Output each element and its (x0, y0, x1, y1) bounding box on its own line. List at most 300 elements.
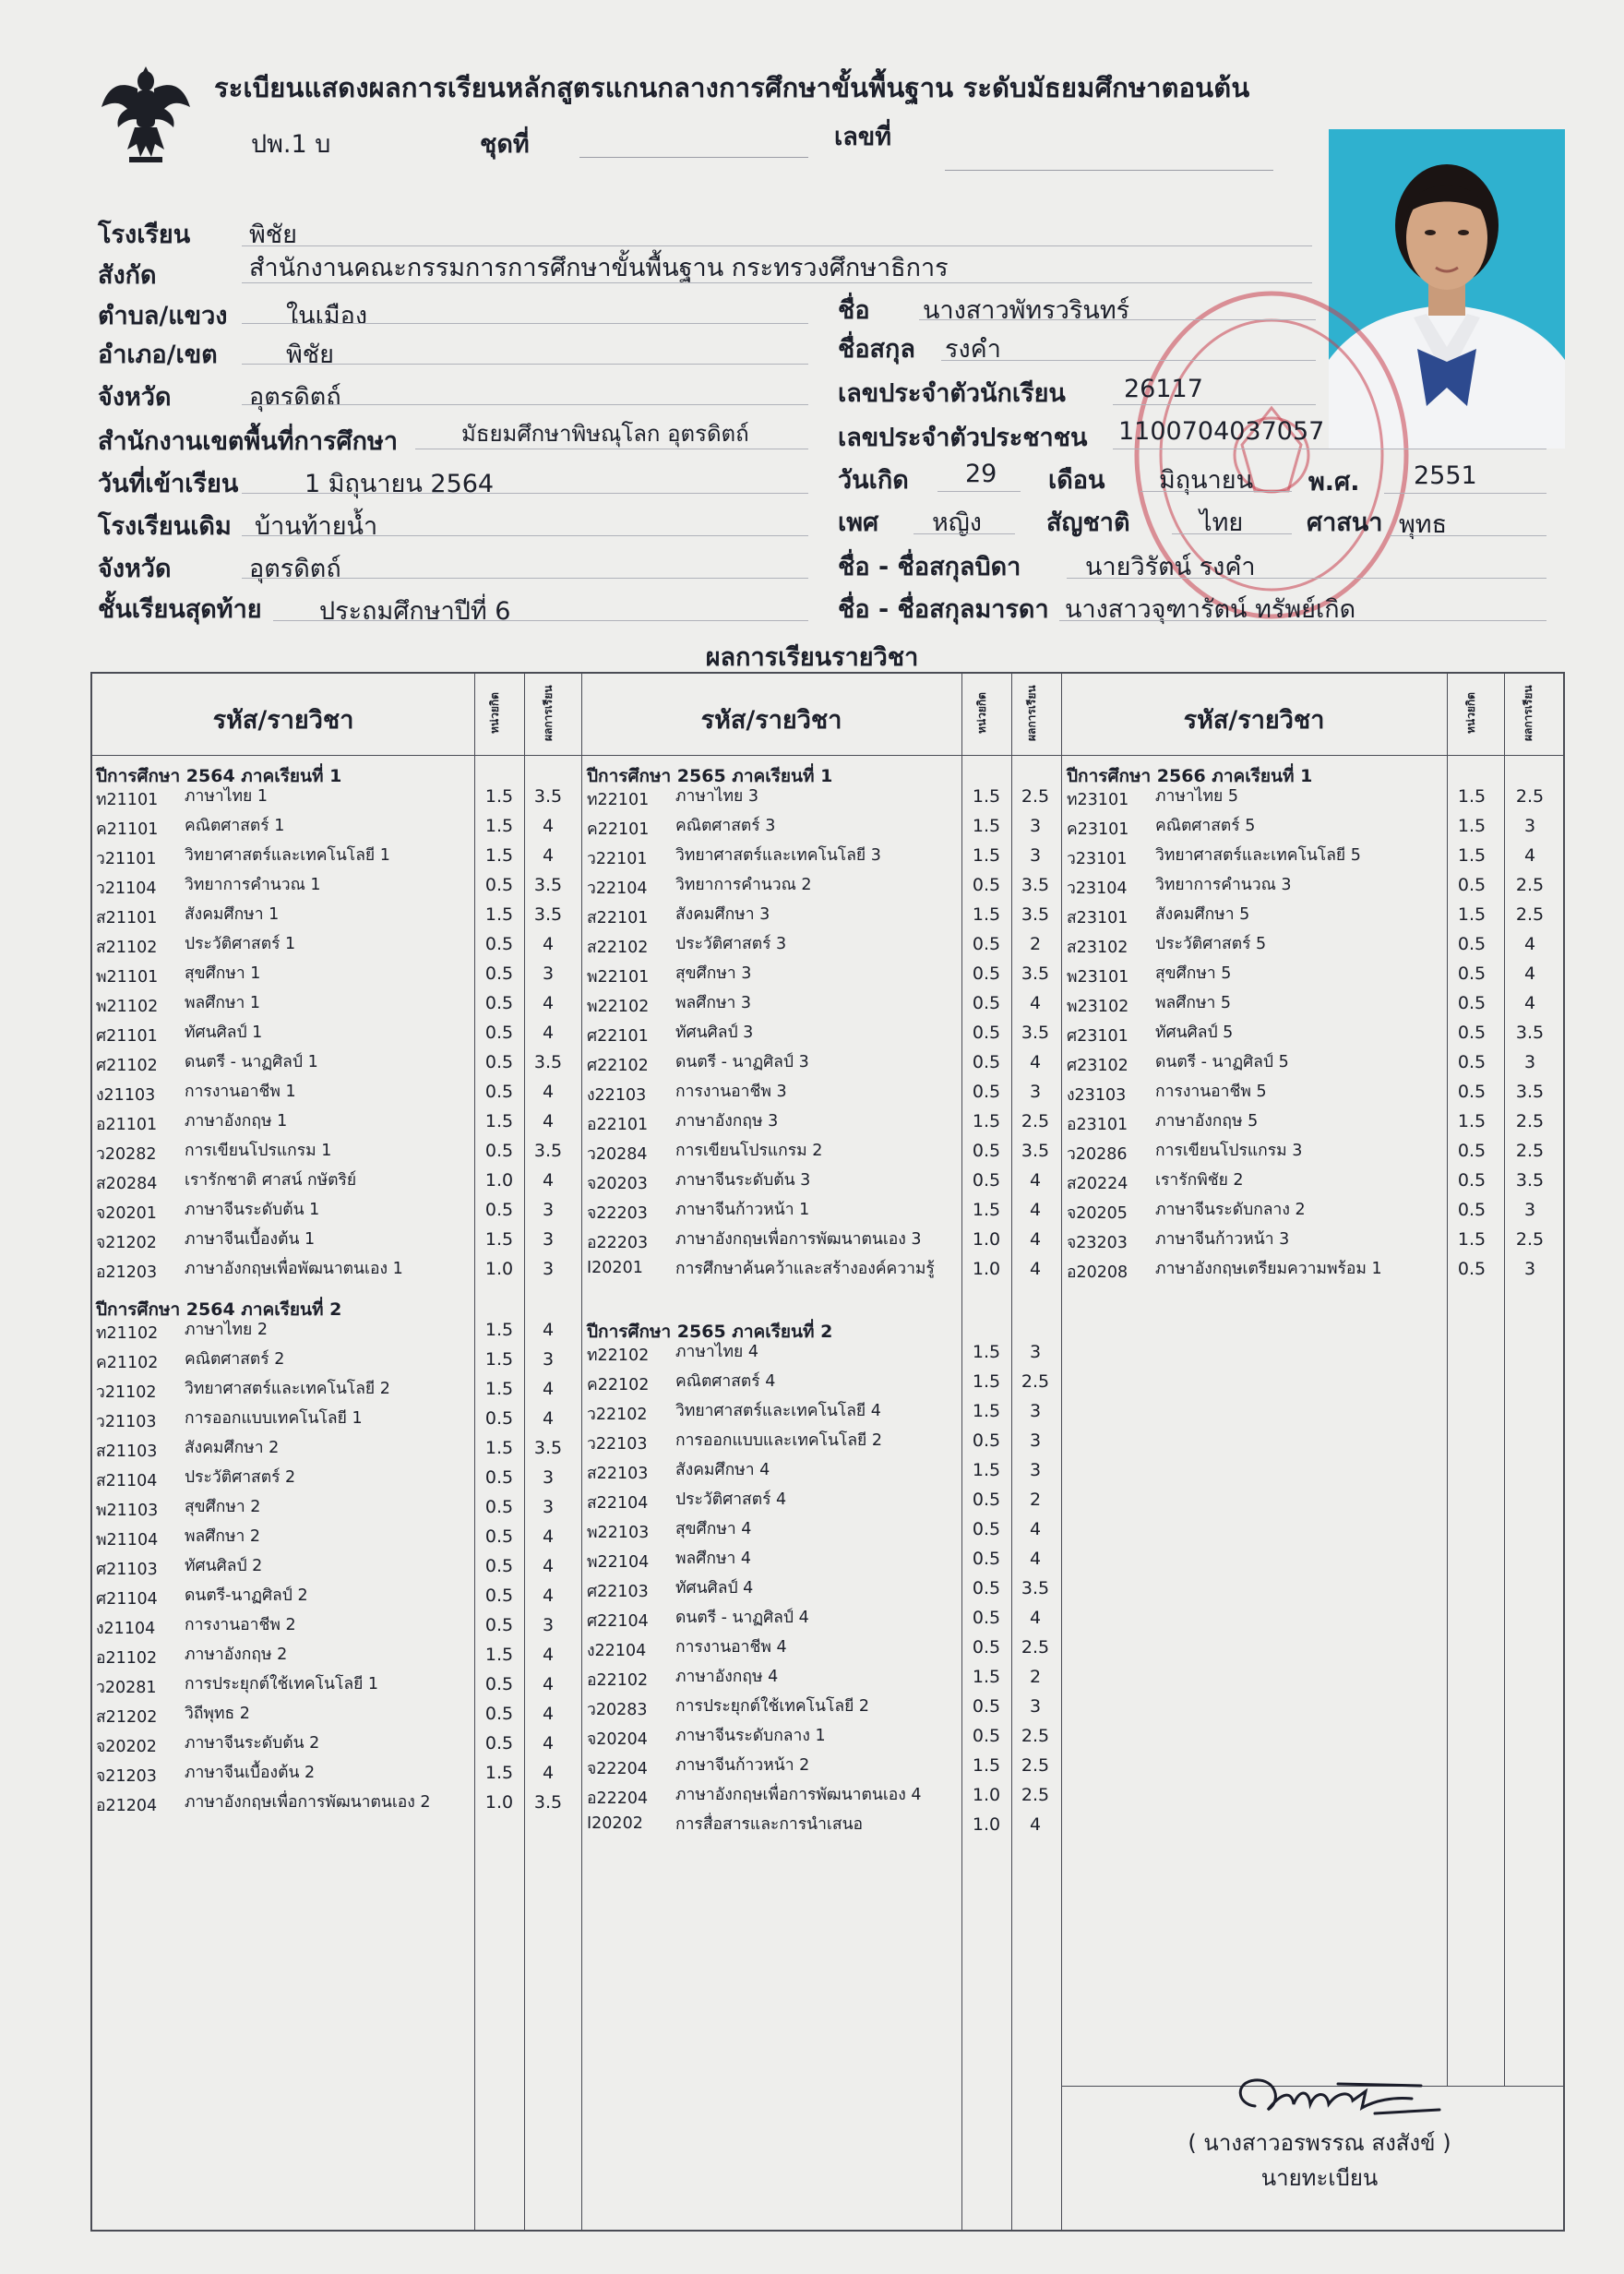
birth-day-value: 29 (965, 460, 997, 488)
course-code: I20202 (587, 1814, 643, 1833)
course-grade: 4 (542, 934, 555, 954)
course-code: ศ22102 (587, 1057, 649, 1075)
course-code: ค21101 (96, 820, 159, 839)
course-row (96, 1200, 572, 1229)
course-row (587, 1401, 1059, 1430)
course-name: ดนตรี-นาฏศิลป์ 2 (185, 1586, 308, 1605)
course-grade: 2 (1029, 1667, 1042, 1687)
course-grade: 3 (542, 1229, 555, 1250)
course-row (587, 1490, 1059, 1519)
course-name: สุขศึกษา 1 (185, 964, 261, 983)
course-code: ศ21103 (96, 1561, 158, 1579)
course-row (96, 1111, 572, 1141)
col2-credit-header: หน่วยกิต (975, 692, 988, 735)
course-code: ง21104 (96, 1620, 156, 1638)
course-code: จ21203 (96, 1767, 157, 1786)
course-name: สังคมศึกษา 2 (185, 1439, 280, 1457)
course-row (587, 1549, 1059, 1578)
course-grade: 3 (1029, 1401, 1042, 1421)
student-id-value: 26117 (1124, 375, 1203, 403)
term-heading: ปีการศึกษา 2565 ภาคเรียนที่ 2 (587, 1322, 833, 1342)
course-name: เรารักชาติ ศาสน์ กษัตริย์ (185, 1171, 357, 1190)
course-row (96, 1526, 572, 1556)
course-code: ค23101 (1067, 820, 1129, 839)
col2-subject-header: รหัส/รายวิชา (700, 706, 842, 735)
course-row (96, 1141, 572, 1170)
results-table (90, 672, 1565, 2232)
course-name: คณิตศาสตร์ 1 (185, 817, 285, 835)
course-row (96, 1320, 572, 1349)
course-grade: 3.5 (1021, 963, 1050, 984)
registrar-signature (1227, 2064, 1449, 2128)
course-code: พ22103 (587, 1524, 650, 1542)
course-row (587, 1141, 1059, 1170)
course-name: ทัศนศิลป์ 4 (675, 1579, 754, 1598)
course-code: พ21103 (96, 1502, 159, 1520)
course-credit: 1.5 (1457, 845, 1487, 866)
course-name: การศึกษาค้นคว้าและสร้างองค์ความรู้ (675, 1260, 935, 1278)
course-code: ศ22104 (587, 1612, 649, 1631)
course-code: ง22104 (587, 1642, 647, 1660)
course-row (587, 1052, 1059, 1082)
course-name: วิทยาศาสตร์และเทคโนโลยี 4 (675, 1402, 881, 1420)
course-grade: 4 (542, 1170, 555, 1191)
course-row (1067, 875, 1554, 904)
course-grade: 3 (1523, 1200, 1536, 1220)
garuda-emblem-icon (100, 61, 192, 164)
course-row (96, 1229, 572, 1259)
course-name: สังคมศึกษา 5 (1155, 905, 1250, 924)
course-row (1067, 1170, 1554, 1200)
course-grade: 3 (542, 1259, 555, 1279)
course-row (587, 786, 1059, 816)
birth-year-underline (1384, 493, 1546, 494)
course-name: การงานอาชีพ 5 (1155, 1083, 1267, 1101)
course-code: จ20202 (96, 1738, 157, 1756)
course-code: ศ21101 (96, 1027, 158, 1046)
course-row (1067, 1229, 1554, 1259)
course-row (1067, 993, 1554, 1023)
course-code: อ21203 (96, 1263, 158, 1282)
course-code: ว23101 (1067, 850, 1128, 868)
course-code: อ22204 (587, 1789, 649, 1808)
course-credit: 0.5 (484, 1023, 514, 1043)
course-name: การงานอาชีพ 3 (675, 1083, 787, 1101)
course-row (587, 1371, 1059, 1401)
course-credit: 1.5 (484, 1111, 514, 1131)
course-code: อ22101 (587, 1116, 649, 1134)
course-credit: 0.5 (1457, 934, 1487, 954)
course-credit: 1.5 (972, 786, 1001, 807)
course-name: ภาษาจีนระดับกลาง 1 (675, 1727, 826, 1745)
course-row (587, 993, 1059, 1023)
course-credit: 0.5 (972, 1637, 1001, 1658)
course-credit: 0.5 (484, 1556, 514, 1576)
course-name: ภาษาไทย 5 (1155, 787, 1239, 806)
course-name: ทัศนศิลป์ 5 (1155, 1023, 1234, 1042)
col3-subject-header: รหัส/รายวิชา (1183, 706, 1325, 735)
col3-divider (1061, 674, 1062, 2230)
province-label: จังหวัด (98, 383, 172, 412)
course-row (587, 1229, 1059, 1259)
course-row (96, 1259, 572, 1288)
course-name: สุขศึกษา 4 (675, 1520, 752, 1538)
col3-grade-header: ผลการเรียน (1522, 685, 1534, 742)
course-grade: 4 (1029, 1170, 1042, 1191)
course-credit: 0.5 (972, 1519, 1001, 1539)
registrar-name: ( นางสาวอรพรรณ สงสังข์ ) (1188, 2130, 1451, 2156)
course-code: ส21104 (96, 1472, 158, 1490)
course-code: พ23101 (1067, 968, 1129, 987)
course-row (587, 1726, 1059, 1755)
mother-underline (1059, 620, 1546, 621)
course-code: อ21101 (96, 1116, 158, 1134)
course-name: พลศึกษา 1 (185, 994, 261, 1012)
course-credit: 1.5 (972, 1460, 1001, 1480)
course-grade: 2.5 (1021, 1371, 1050, 1392)
birth-month-underline (1140, 491, 1292, 492)
course-credit: 0.5 (972, 1141, 1001, 1161)
course-code: ส20284 (96, 1175, 158, 1193)
enroll-date-value: 1 มิถุนายน 2564 (304, 470, 495, 498)
course-credit: 1.5 (484, 816, 514, 836)
course-code: ส21202 (96, 1708, 158, 1727)
course-name: ประวัติศาสตร์ 2 (185, 1468, 296, 1487)
term-heading: ปีการศึกษา 2565 ภาคเรียนที่ 1 (587, 766, 833, 786)
course-credit: 1.5 (1457, 904, 1487, 925)
course-row (1067, 1141, 1554, 1170)
course-row (96, 1052, 572, 1082)
course-code: จ20205 (1067, 1204, 1128, 1223)
course-row (587, 1696, 1059, 1726)
course-row (587, 1082, 1059, 1111)
course-code: ศ21102 (96, 1057, 158, 1075)
course-row (587, 1023, 1059, 1052)
course-row (96, 963, 572, 993)
course-name: ภาษาจีนก้าวหน้า 2 (675, 1756, 810, 1775)
course-grade: 2.5 (1021, 786, 1050, 807)
course-name: การงานอาชีพ 2 (185, 1616, 296, 1634)
course-code: ท21102 (96, 1324, 159, 1343)
course-name: ภาษาอังกฤษเพื่อการพัฒนาตนเอง 2 (185, 1793, 431, 1812)
course-row (96, 816, 572, 845)
course-grade: 4 (542, 1586, 555, 1606)
course-grade: 4 (1029, 1814, 1042, 1835)
col2-divider (581, 674, 582, 2230)
course-code: I20201 (587, 1259, 643, 1277)
course-credit: 0.5 (484, 1674, 514, 1694)
course-grade: 3.5 (1021, 1578, 1050, 1598)
sex-value: หญิง (932, 509, 982, 537)
course-credit: 1.5 (484, 1438, 514, 1458)
surname-underline (941, 360, 1316, 361)
course-grade: 4 (542, 1408, 555, 1429)
course-credit: 0.5 (972, 1023, 1001, 1043)
father-value: นายวิรัตน์ รงคำ (1085, 553, 1256, 581)
birth-month-label: เดือน (1048, 466, 1105, 495)
course-grade: 3.5 (1515, 1170, 1545, 1191)
course-grade: 3 (542, 1349, 555, 1370)
course-credit: 0.5 (1457, 963, 1487, 984)
course-credit: 1.0 (484, 1792, 514, 1813)
nationality-underline (1172, 533, 1292, 534)
course-grade: 4 (1029, 1052, 1042, 1072)
course-name: การออกแบบเทคโนโลยี 1 (185, 1409, 363, 1428)
course-name: ภาษาไทย 3 (675, 787, 759, 806)
course-code: ส21103 (96, 1442, 158, 1461)
course-row (587, 1259, 1059, 1288)
course-name: ภาษาจีนเบื้องต้น 1 (185, 1230, 316, 1249)
course-code: ศ23101 (1067, 1027, 1128, 1046)
course-grade: 4 (542, 1704, 555, 1724)
course-row (587, 875, 1059, 904)
mother-label: ชื่อ - ชื่อสกุลมารดา (838, 595, 1049, 624)
course-row (96, 1082, 572, 1111)
course-grade: 4 (1523, 963, 1536, 984)
course-credit: 0.5 (972, 1430, 1001, 1451)
course-credit: 1.5 (972, 1401, 1001, 1421)
course-credit: 1.5 (972, 1342, 1001, 1362)
course-credit: 0.5 (484, 1082, 514, 1102)
course-credit: 0.5 (972, 875, 1001, 895)
name-value: นางสาวพัทรวรินทร์ (923, 296, 1130, 325)
course-row (587, 1578, 1059, 1608)
course-credit: 1.5 (972, 1111, 1001, 1131)
course-name: ภาษาอังกฤษเพื่อการพัฒนาตนเอง 4 (675, 1786, 922, 1804)
course-grade: 3.5 (533, 786, 563, 807)
course-grade: 3.5 (1021, 1141, 1050, 1161)
course-grade: 3 (1029, 1460, 1042, 1480)
course-grade: 3.5 (533, 875, 563, 895)
course-credit: 1.0 (972, 1814, 1001, 1835)
course-credit: 0.5 (972, 1549, 1001, 1569)
course-grade: 2.5 (1021, 1637, 1050, 1658)
course-grade: 3.5 (533, 1052, 563, 1072)
course-name: เรารักพิชัย 2 (1155, 1171, 1244, 1190)
col2-grade-header: ผลการเรียน (1025, 685, 1038, 742)
course-code: ว21104 (96, 880, 157, 898)
course-code: ง23103 (1067, 1086, 1127, 1105)
course-grade: 4 (1029, 1519, 1042, 1539)
course-row (1067, 816, 1554, 845)
form-code: ปพ.1 บ (251, 130, 331, 159)
surname-value: รงคำ (945, 335, 1001, 364)
school-label: โรงเรียน (98, 221, 191, 249)
course-code: ว20281 (96, 1679, 157, 1697)
course-name: ภาษาอังกฤษ 5 (1155, 1112, 1259, 1131)
course-credit: 1.5 (484, 904, 514, 925)
course-name: ภาษาอังกฤษ 2 (185, 1646, 288, 1664)
course-name: ภาษาจีนระดับต้น 2 (185, 1734, 320, 1753)
course-row (587, 934, 1059, 963)
document-number-field (945, 170, 1273, 171)
nationality-label: สัญชาติ (1046, 509, 1130, 537)
course-name: การงานอาชีพ 1 (185, 1083, 296, 1101)
sex-underline (914, 533, 1015, 534)
col1-subject-header: รหัส/รายวิชา (212, 706, 354, 735)
course-name: การเขียนโปรแกรม 3 (1155, 1142, 1303, 1160)
course-credit: 0.5 (484, 934, 514, 954)
course-credit: 1.5 (972, 1371, 1001, 1392)
course-name: คณิตศาสตร์ 5 (1155, 817, 1256, 835)
course-code: พ22101 (587, 968, 650, 987)
course-row (96, 1763, 572, 1792)
prev-province-label: จังหวัด (98, 555, 172, 583)
course-credit: 0.5 (484, 1733, 514, 1753)
course-code: ส20224 (1067, 1175, 1128, 1193)
district-underline (242, 364, 808, 365)
course-grade: 3 (1523, 816, 1536, 836)
course-credit: 1.5 (484, 1763, 514, 1783)
last-grade-underline (273, 620, 808, 621)
course-name: ภาษาอังกฤษ 3 (675, 1112, 779, 1131)
course-row (96, 993, 572, 1023)
sex-label: เพศ (838, 509, 879, 537)
course-grade: 3.5 (1515, 1023, 1545, 1043)
course-grade: 4 (1523, 934, 1536, 954)
course-grade: 4 (542, 1526, 555, 1547)
course-name: พลศึกษา 5 (1155, 994, 1232, 1012)
course-name: ดนตรี - นาฏศิลป์ 4 (675, 1609, 809, 1627)
course-row (587, 816, 1059, 845)
birth-month-value: มิถุนายน (1159, 466, 1254, 495)
course-credit: 0.5 (484, 1497, 514, 1517)
course-credit: 0.5 (1457, 1023, 1487, 1043)
course-credit: 0.5 (1457, 1082, 1487, 1102)
course-name: ภาษาจีนระดับต้น 1 (185, 1201, 320, 1219)
student-id-label: เลขประจำตัวนักเรียน (838, 379, 1066, 408)
course-code: ท22102 (587, 1346, 650, 1365)
course-row (587, 1519, 1059, 1549)
course-name: คณิตศาสตร์ 3 (675, 817, 776, 835)
course-row (96, 1408, 572, 1438)
course-grade: 4 (1029, 1229, 1042, 1250)
course-name: ภาษาจีนเบื้องต้น 2 (185, 1764, 316, 1782)
course-grade: 3.5 (533, 1438, 563, 1458)
course-grade: 4 (1029, 1259, 1042, 1279)
course-row (587, 1170, 1059, 1200)
course-grade: 2.5 (1515, 1141, 1545, 1161)
course-row (1067, 904, 1554, 934)
subdistrict-value: ในเมือง (286, 302, 368, 330)
subdistrict-label: ตำบล/แขวง (98, 302, 228, 330)
course-code: ส22102 (587, 939, 649, 957)
course-name: คณิตศาสตร์ 4 (675, 1372, 776, 1391)
course-name: สังคมศึกษา 3 (675, 905, 770, 924)
course-grade: 3 (1523, 1259, 1536, 1279)
course-credit: 0.5 (972, 934, 1001, 954)
col3-credit-header: หน่วยกิต (1464, 692, 1477, 735)
course-grade: 4 (542, 1023, 555, 1043)
course-name: ประวัติศาสตร์ 3 (675, 935, 787, 953)
prev-school-value: บ้านท้ายน้ำ (255, 512, 378, 541)
course-code: จ22203 (587, 1204, 648, 1223)
name-label: ชื่อ (838, 296, 870, 325)
course-grade: 3 (542, 1200, 555, 1220)
course-name: ดนตรี - นาฏศิลป์ 5 (1155, 1053, 1289, 1071)
course-code: ส23102 (1067, 939, 1128, 957)
course-code: ส22103 (587, 1465, 649, 1483)
course-grade: 4 (1029, 1549, 1042, 1569)
course-credit: 0.5 (1457, 875, 1487, 895)
course-grade: 3 (542, 963, 555, 984)
course-code: ค22101 (587, 820, 650, 839)
course-grade: 2 (1029, 1490, 1042, 1510)
course-credit: 1.0 (972, 1785, 1001, 1805)
course-code: ว21101 (96, 850, 157, 868)
course-grade: 3.5 (533, 1792, 563, 1813)
course-code: จ21202 (96, 1234, 157, 1252)
course-grade: 3.5 (1515, 1082, 1545, 1102)
course-code: ค22102 (587, 1376, 650, 1394)
course-credit: 0.5 (484, 1526, 514, 1547)
subdistrict-underline (242, 323, 808, 324)
course-code: ว22101 (587, 850, 648, 868)
course-code: ง22103 (587, 1086, 647, 1105)
course-grade: 2.5 (1515, 1111, 1545, 1131)
course-row (1067, 786, 1554, 816)
course-credit: 0.5 (972, 1170, 1001, 1191)
course-name: ภาษาจีนก้าวหน้า 3 (1155, 1230, 1290, 1249)
area-office-label: สำนักงานเขตพื้นที่การศึกษา (98, 427, 398, 456)
course-credit: 1.5 (484, 1349, 514, 1370)
course-name: ภาษาจีนก้าวหน้า 1 (675, 1201, 810, 1219)
course-row (96, 845, 572, 875)
course-credit: 0.5 (1457, 1200, 1487, 1220)
col1-credit-header: หน่วยกิต (488, 692, 501, 735)
set-label: ชุดที่ (480, 130, 530, 159)
course-credit: 1.0 (972, 1259, 1001, 1279)
course-grade: 4 (1029, 993, 1042, 1013)
course-name: สังคมศึกษา 4 (675, 1461, 770, 1479)
surname-label: ชื่อสกุล (838, 335, 915, 364)
course-row (587, 1608, 1059, 1637)
course-code: ท23101 (1067, 791, 1129, 809)
course-name: ประวัติศาสตร์ 4 (675, 1490, 787, 1509)
course-code: จ20201 (96, 1204, 157, 1223)
course-code: จ22204 (587, 1760, 648, 1778)
course-code: จ20204 (587, 1730, 648, 1749)
course-row (587, 1200, 1059, 1229)
course-credit: 0.5 (484, 993, 514, 1013)
religion-underline (1390, 535, 1546, 536)
course-credit: 0.5 (484, 1615, 514, 1635)
course-name: การงานอาชีพ 4 (675, 1638, 787, 1657)
course-credit: 1.5 (1457, 1111, 1487, 1131)
course-code: อ21102 (96, 1649, 158, 1668)
course-name: ภาษาไทย 2 (185, 1321, 269, 1339)
course-code: ศ21104 (96, 1590, 158, 1609)
course-code: ส23101 (1067, 909, 1128, 928)
father-underline (1067, 578, 1546, 579)
course-row (1067, 1111, 1554, 1141)
course-grade: 3 (1029, 1342, 1042, 1362)
course-row (96, 1438, 572, 1467)
course-row (96, 875, 572, 904)
course-grade: 4 (542, 1674, 555, 1694)
course-credit: 0.5 (484, 1704, 514, 1724)
course-credit: 1.5 (484, 845, 514, 866)
course-credit: 0.5 (1457, 1141, 1487, 1161)
course-grade: 4 (1523, 845, 1536, 866)
set-number-field (579, 157, 808, 158)
affiliation-value: สำนักงานคณะกรรมการการศึกษาขั้นพื้นฐาน กระทรวงศึกษาธิการ (249, 254, 949, 282)
number-label: เลขที่ (834, 123, 892, 151)
name-underline (919, 319, 1316, 320)
course-credit: 0.5 (972, 993, 1001, 1013)
course-row (587, 1814, 1059, 1844)
course-name: สังคมศึกษา 1 (185, 905, 280, 924)
